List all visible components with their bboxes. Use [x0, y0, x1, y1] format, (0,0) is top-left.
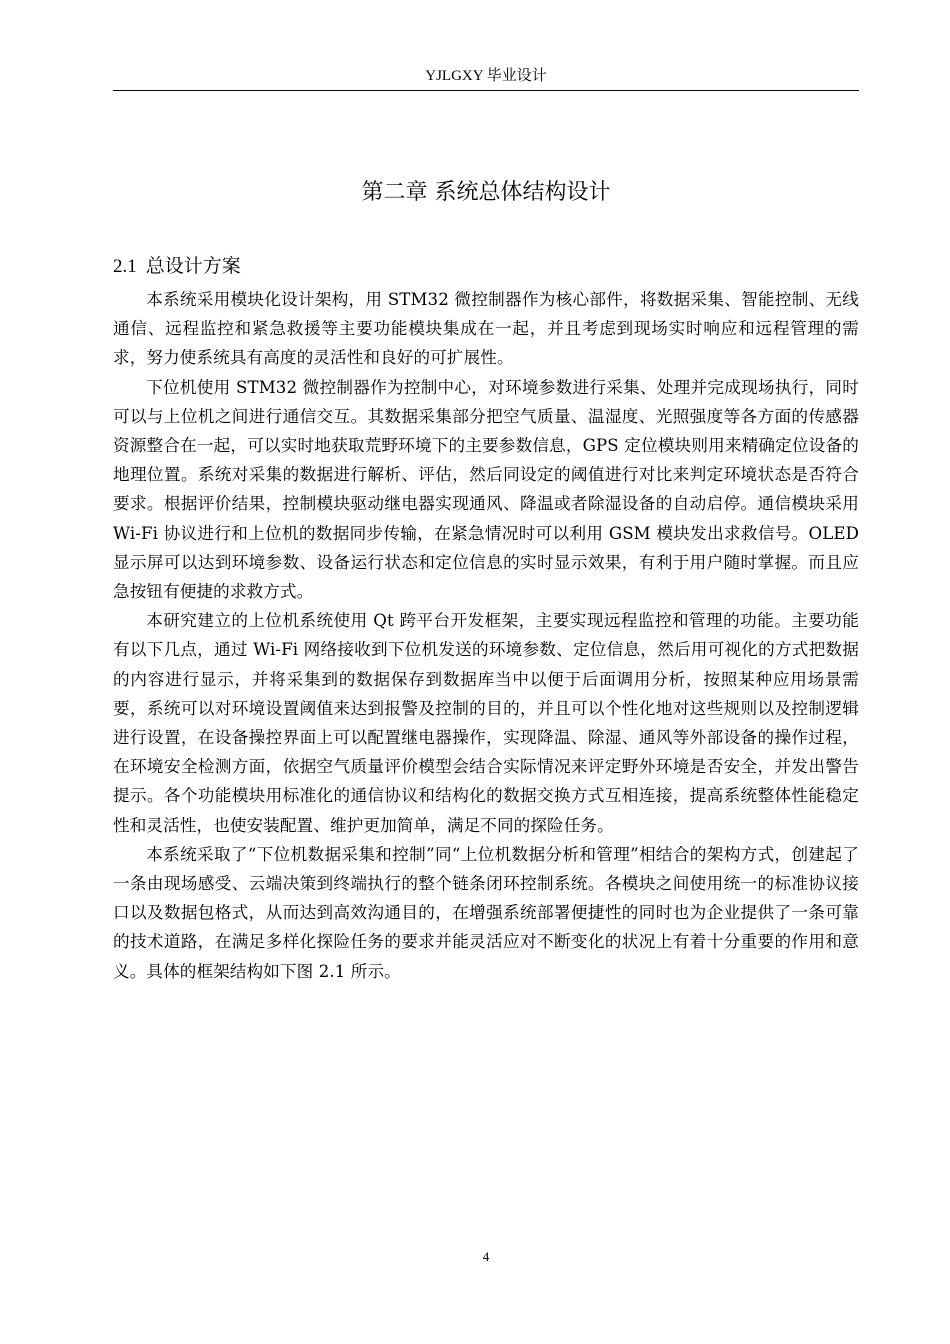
section-title: 总设计方案 [145, 255, 241, 277]
paragraph: 本研究建立的上位机系统使用 Qt 跨平台开发框架，主要实现远程监控和管理的功能。主要功能有以下几点，通过 Wi-Fi 网络接收到下位机发送的环境参数、定位信息，然后用可视化的方式把数据的内容进行显示，并将采集到的数据保存到数据库当中以便于后面调用分析，按照某种应用场景需要，系统可以对环境设置阈值来达到报警及控制的目的，并且可以个性化地对这些规则以及控制逻辑进行设置，在设备操控界面上可以配置继电器操作，实现降温、除湿、通风等外部设备的操作过程，在环境安全检测方面，依据空气质量评价模型会结合实际情况来评定野外环境是否安全，并发出警告提示。各个功能模块用标准化的通信协议和结构化的数据交换方式互相连接，提高系统整体性能稳定性和灵活性，也使安装配置、维护更加简单，满足不同的探险任务。 [113, 611, 859, 835]
section-number: 2.1 [113, 256, 137, 277]
chapter-title: 第二章 系统总体结构设计 [361, 180, 611, 205]
paragraph: 本系统采用模块化设计架构，用 STM32 微控制器作为核心部件，将数据采集、智能控制、无线通信、远程监控和紧急救援等主要功能模块集成在一起，并且考虑到现场实时响应和远程管理的需求，努力使系统具有高度的灵活性和良好的可扩展性。 [113, 290, 859, 368]
paragraph: 下位机使用 STM32 微控制器作为控制中心，对环境参数进行采集、处理并完成现场执行，同时可以与上位机之间进行通信交互。其数据采集部分把空气质量、温湿度、光照强度等各方面的传感器资源整合在一起，可以实时地获取荒野环境下的主要参数信息，GPS 定位模块则用来精确定位设备的地理位置。系统对采集的数据进行解析、评估，然后同设定的阈值进行对比来判定环境状态是否符合要求。根据评价结果，控制模块驱动继电器实现通风、降温或者除湿设备的自动启停。通信模块采用 Wi-Fi 协议进行和上位机的数据同步传输，在紧急情况时可以利用 GSM 模块发出求救信号。OLED 显示屏可以达到环境参数、设备运行状态和定位信息的实时显示效果，有利于用户随时掌握。而且应急按钮有便捷的求救方式。 [113, 377, 859, 602]
section-heading [113, 253, 241, 280]
header-rule [113, 90, 859, 91]
page-number: 4 [482, 1249, 490, 1264]
running-header: YJLGXY 毕业设计 [425, 68, 547, 84]
body-text [113, 285, 859, 986]
paragraph: 本系统采取了“下位机数据采集和控制”同“上位机数据分析和管理”相结合的架构方式，创建起了一条由现场感受、云端决策到终端执行的整个链条闭环控制系统。各模块之间使用统一的标准协议接口以及数据包格式，从而达到高效沟通目的，在增强系统部署便捷性的同时也为企业提供了一条可靠的技术道路，在满足多样化探险任务的要求并能灵活应对不断变化的状况上有着十分重要的作用和意义。具体的框架结构如下图 2.1 所示。 [113, 844, 859, 981]
